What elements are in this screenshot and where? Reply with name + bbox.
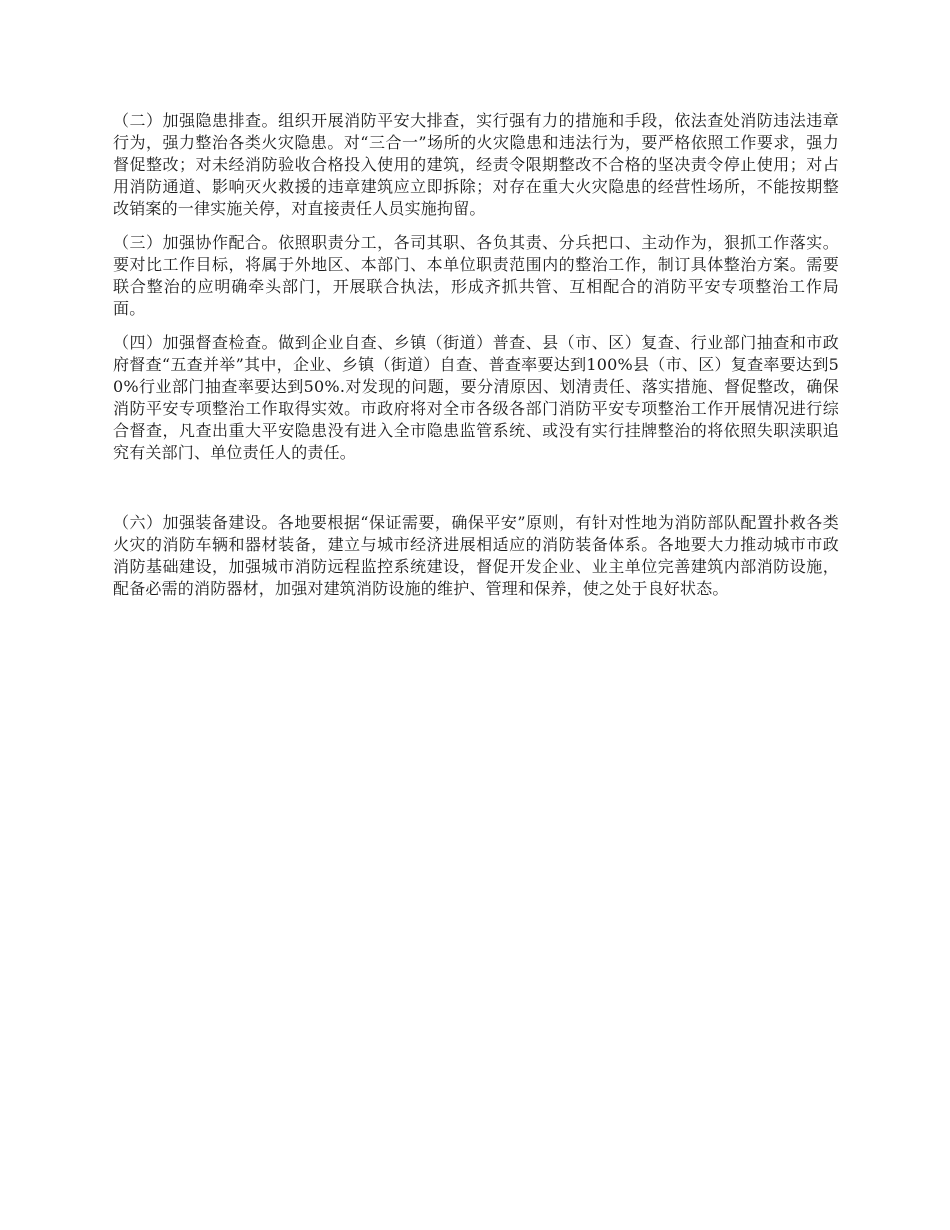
paragraph-strengthen-hazard-inspection: （二）加强隐患排查。组织开展消防平安大排查，实行强有力的措施和手段，依法查处消防违法违章行为，强力整治各类火灾隐患。对“三合一”场所的火灾隐患和违法行为，要严格依照工作要求，强力督促整改；对未经消防验收合格投入使用的建筑，经责令限期整改不合格的坚决责令停止使用；对占用消防通道、影响灭火救援的违章建筑应立即拆除；对存在重大火灾隐患的经营性场所，不能按期整改销案的一律实施关停，对直接责任人员实施拘留。 [113,111,839,218]
paragraph-strengthen-coordination: （三）加强协作配合。依照职责分工，各司其职、各负其责、分兵把口、主动作为，狠抓工作落实。要对比工作目标，将属于外地区、本部门、本单位职责范围内的整治工作，制订具体整治方案。需要联合整治的应明确牵头部门，开展联合执法，形成齐抓共管、互相配合的消防平安专项整治工作局面。 [113,233,839,318]
paragraph-strengthen-supervision: （四）加强督查检查。做到企业自查、乡镇（街道）普查、县（市、区）复查、行业部门抽查和市政府督查“五查并举”其中，企业、乡镇（街道）自查、普查率要达到100%县（市、区）复查率要达到50%行业部门抽查率要达到50%.对发现的问题，要分清原因、划清责任、落实措施、督促整改，确保消防平安专项整治工作取得实效。市政府将对全市各级各部门消防平安专项整治工作开展情况进行综合督查，凡查出重大平安隐患没有进入全市隐患监管系统、或没有实行挂牌整治的将依照失职渎职追究有关部门、单位责任人的责任。 [113,333,839,462]
paragraph-strengthen-equipment: （六）加强装备建设。各地要根据“保证需要，确保平安”原则，有针对性地为消防部队配置扑救各类火灾的消防车辆和器材装备，建立与城市经济进展相适应的消防装备体系。各地要大力推动城市市政消防基础建设，加强城市消防远程监控系统建设，督促开发企业、业主单位完善建筑内部消防设施，配备必需的消防器材，加强对建筑消防设施的维护、管理和保养，使之处于良好状态。 [113,513,839,598]
document-page [113,110,839,600]
